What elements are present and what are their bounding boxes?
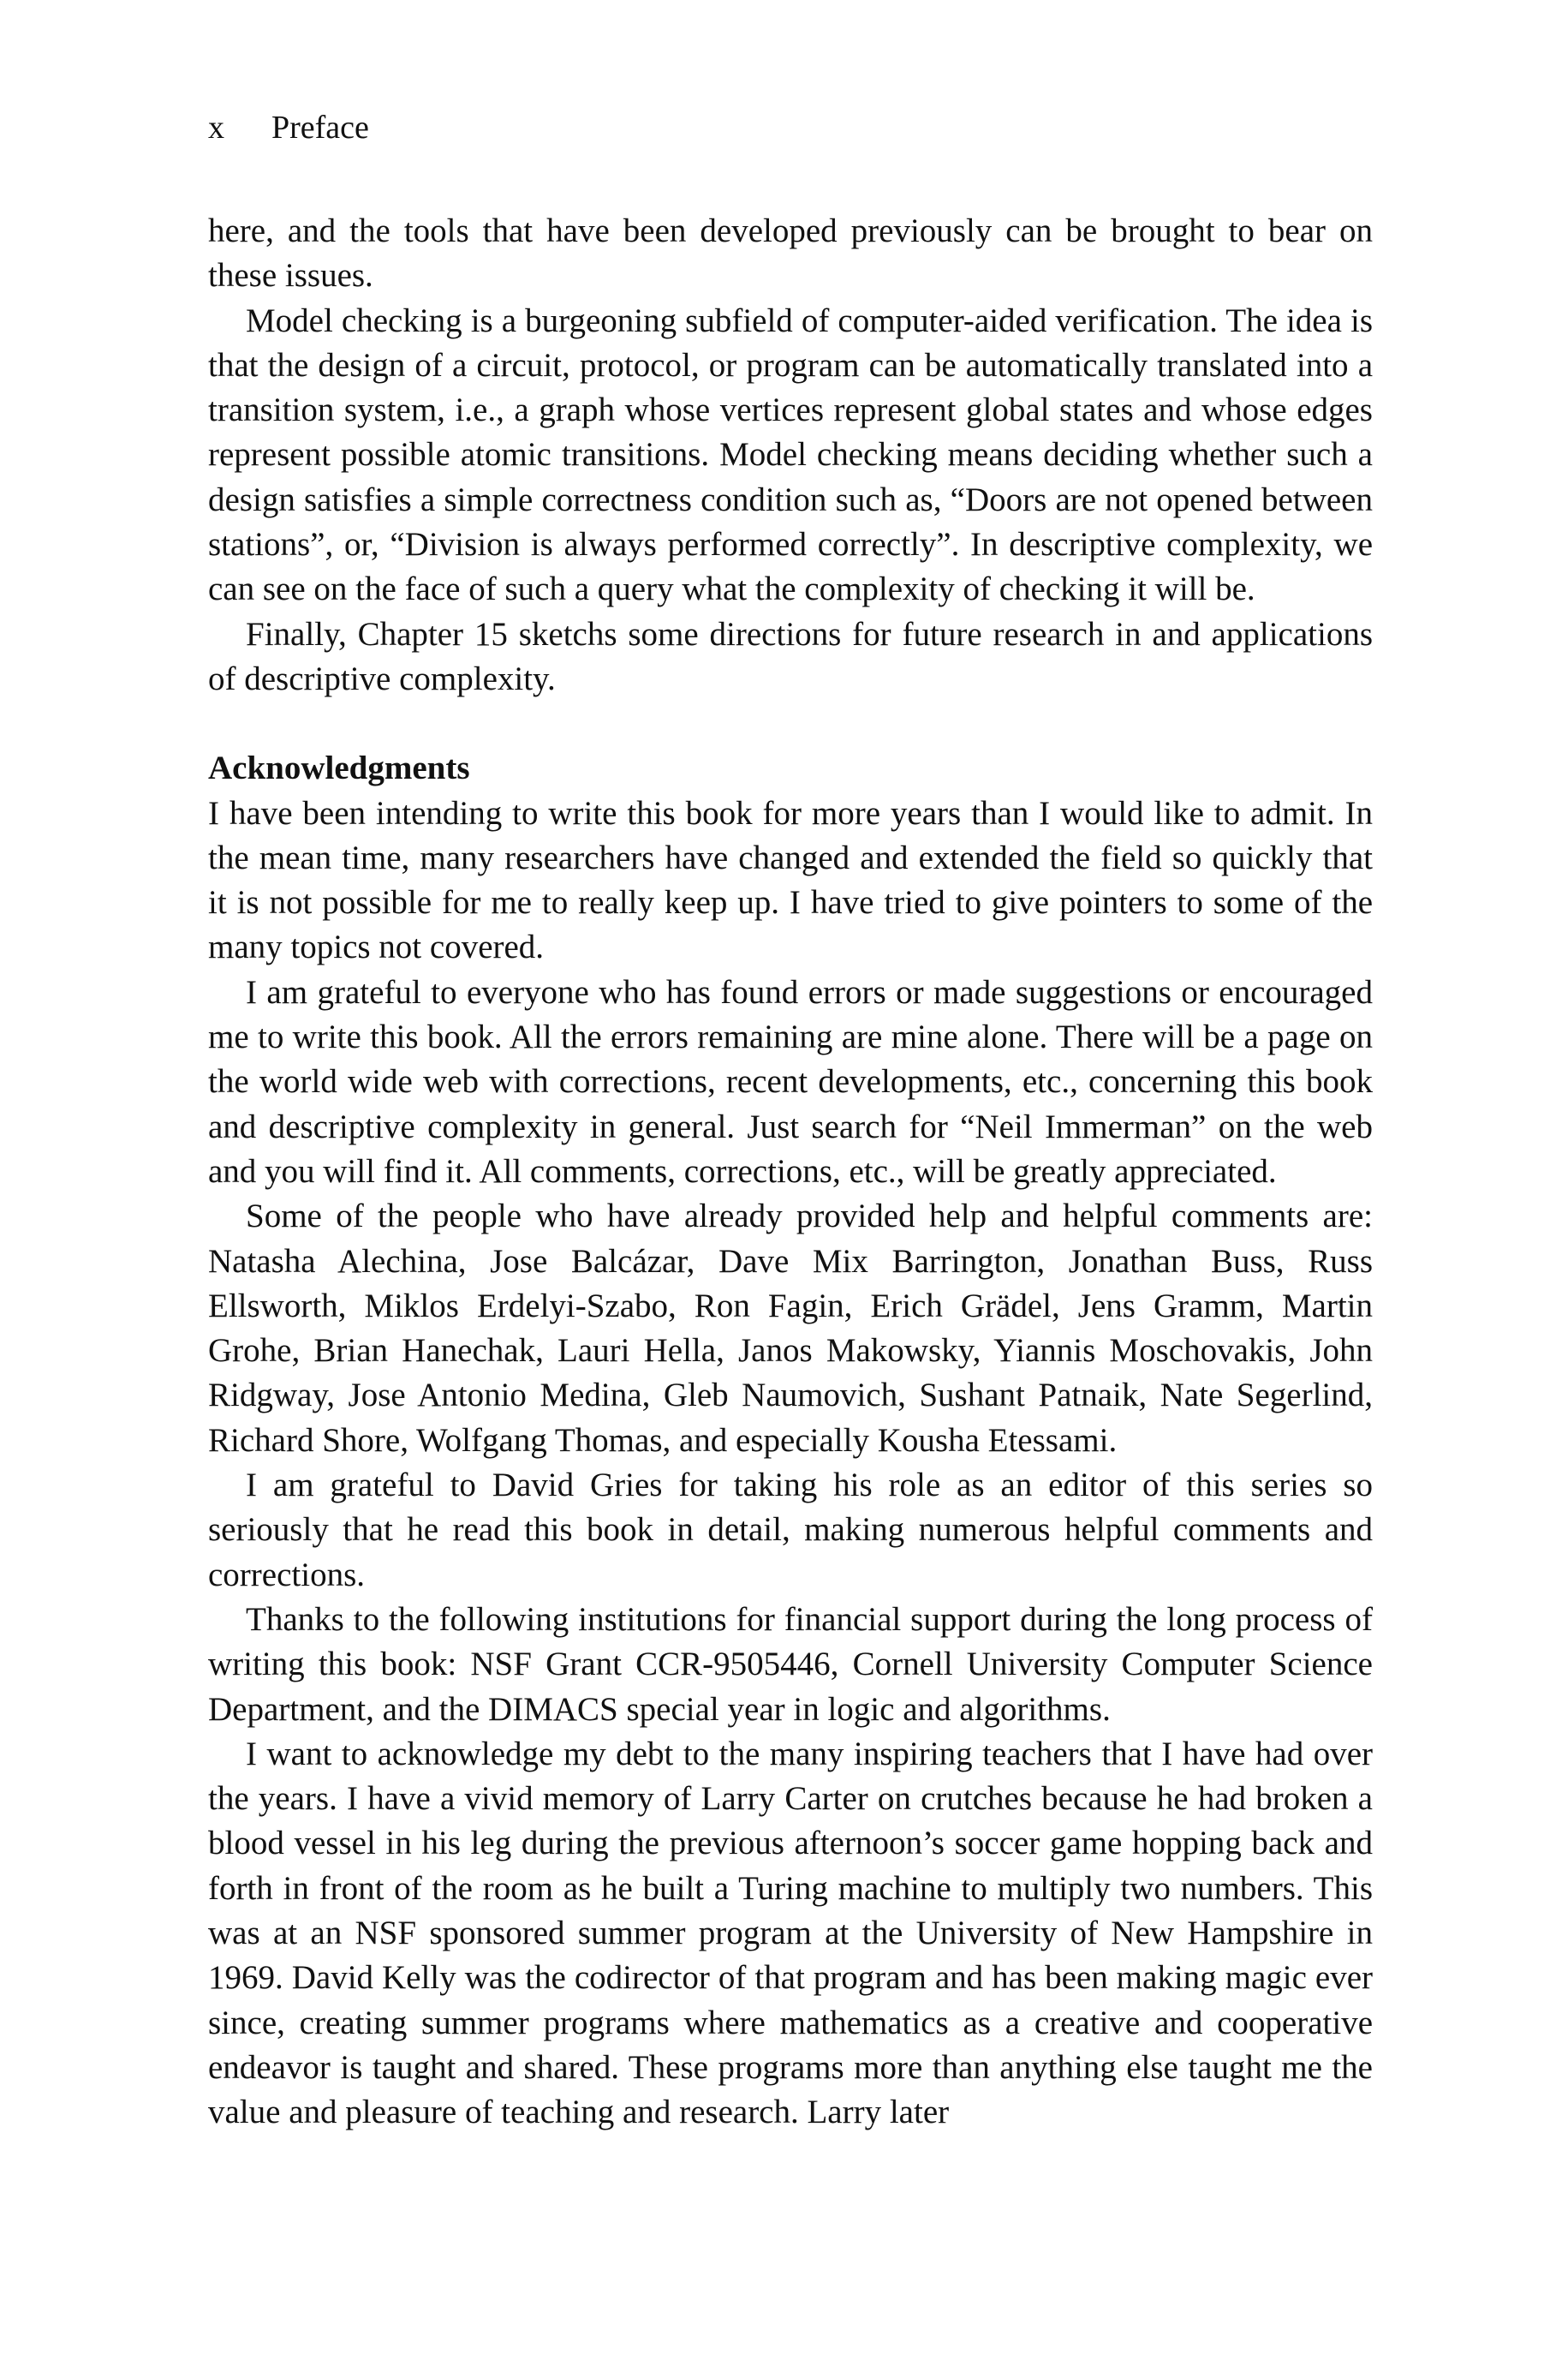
paragraph-chapter-15: Finally, Chapter 15 sketchs some directions for future research in and applications of descriptive complexity. — [208, 615, 1373, 697]
acknowledgments-paragraph-institutions: Thanks to the following institutions for financial support during the long process of writing this book: NSF Grant CCR-9505446, Cornell University Computer Science Department, and the DIMACS special year in logic and algorithms. — [208, 1600, 1373, 1728]
acknowledgments-paragraph-intent: I have been intending to write this book for more years than I would like to admit. In the mean time, many researchers have changed and extended the field so quickly that it is not possible for me to really keep up. I have tried to give pointers to some of the many topics not covered. — [208, 794, 1373, 966]
acknowledgments-paragraph-grateful: I am grateful to everyone who has found errors or made suggestions or encouraged me to write this book. All the errors remaining are mine alone. There will be a page on the world wide web with corrections, recent developments, etc., concerning this book and descriptive complexity in general. Just search for “Neil Immerman” on the web and you will find it. All comments, corrections, etc., will be greatly appreciated. — [208, 973, 1373, 1190]
acknowledgments-paragraph-people: Some of the people who have already provided help and helpful comments are: Natasha Alechina, Jose Balcázar, Dave Mix Barrington, Jonathan Buss, Russ Ellsworth, Miklos Erdelyi-Szabo, Ron Fagin, Erich Grädel, Jens Gramm, Martin Grohe, Brian Hanechak, Lauri Hella, Janos Makowsky, Yiannis Moschovakis, John Ridgway, Jose Antonio Medina, Gleb Naumovich, Sushant Patnaik, Nate Segerlind, Richard Shore, Wolfgang Thomas, and especially Kousha Etessami. — [208, 1198, 1373, 1459]
acknowledgments-paragraph-gries: I am grateful to David Gries for taking his role as an editor of this series so seriously that he read this book in detail, making numerous helpful comments and corrections. — [208, 1467, 1373, 1593]
paragraph-model-checking: Model checking is a burgeoning subfield of computer-aided verification. The idea is that the design of a circuit, protocol, or program can be automatically translated into a transition system, i.e., a graph whose vertices represent global states and whose edges represent possible atomic transitions. Model checking means deciding whether such a design satisfies a simple correctness condition such as, “Doors are not opened between stations”, or, “Division is always performed correctly”. In descriptive complexity, we can see on the face of such a query what the complexity of checking it will be. — [208, 302, 1373, 608]
page-number: x — [208, 110, 224, 146]
section-spacer — [208, 702, 1373, 746]
body-text — [208, 209, 1373, 2135]
running-head-title: Preface — [271, 110, 369, 146]
book-page — [208, 111, 1373, 2135]
acknowledgments-heading: Acknowledgments — [208, 750, 470, 787]
running-head — [208, 111, 1373, 156]
acknowledgments-paragraph-teachers: I want to acknowledge my debt to the many inspiring teachers that I have had over the years. I have a vivid memory of Larry Carter on crutches because he had broken a blood vessel in his leg during the previous afternoon’s soccer game hopping back and forth in front of the room as he built a Turing machine to multiply two numbers. This was at an NSF sponsored summer program at the University of New Hampshire in 1969. David Kelly was the codirector of that program and has been making magic ever since, creating summer programs where mathematics as a creative and cooperative endeavor is taught and shared. These programs more than anything else taught me the value and pleasure of teaching and research. Larry later — [208, 1735, 1373, 2131]
paragraph-continuation: here, and the tools that have been developed previously can be brought to bear on these issues. — [208, 212, 1373, 295]
